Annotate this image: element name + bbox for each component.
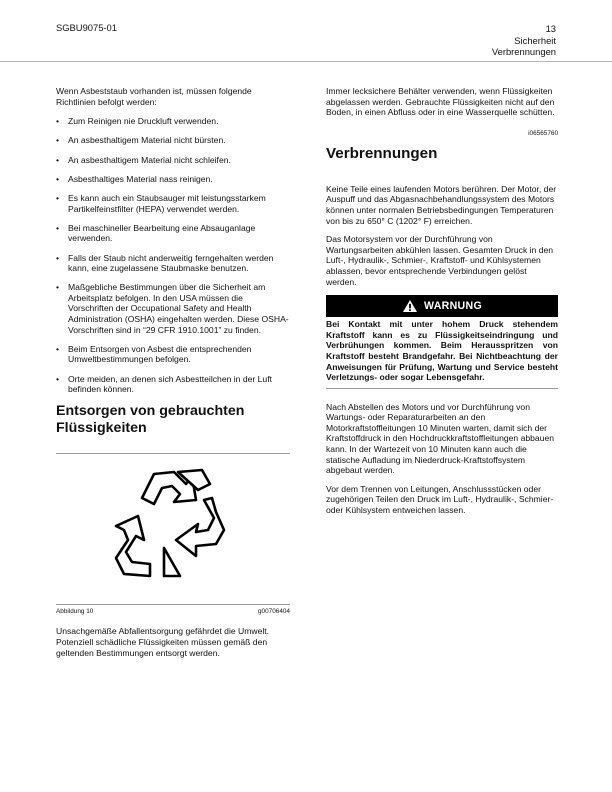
list-item: • Es kann auch ein Staubsauger mit leistungsstarkem Partikelfeinstfilter (HEPA) verwendet werden.: [56, 193, 290, 214]
section-name: Sicherheit: [514, 34, 556, 46]
warning-bottom-rule: [326, 388, 558, 389]
warning-label: WARNUNG: [423, 299, 482, 312]
document-id: SGBU9075-01: [56, 22, 117, 33]
left-column: [56, 86, 290, 666]
page-number: 13: [545, 23, 556, 34]
burns-paragraph-2: Das Motorsystem vor der Durchführung von Wartungsarbeiten abkühlen lassen. Gesamten Druck in den Luft-, Hydraulik-, Schmier-, Kraftstoff- und Kühlsystemen ablassen, bevor entsprechende Verbindungen gelöst werden.: [326, 234, 554, 287]
header-divider: [0, 61, 612, 62]
disposal-paragraph: Unsachgemäße Abfallentsorgung gefährdet die Umwelt. Potenziell schädliche Flüssigkeiten müssen gemäß den geltenden Bestimmungen entsorgt werden.: [56, 626, 270, 658]
figure-caption: Abbildung 10: [56, 608, 94, 616]
list-item: • Zum Reinigen nie Druckluft verwenden.: [56, 116, 290, 127]
burns-paragraph-3: Nach Abstellen des Motors und vor Durchführung von Wartungs- oder Reparaturarbeiten an den Motorkraftstoffleitungen 10 Minuten warten, damit sich der Kraftstoffdruck in den Hochdruckkraftstoffleitungen abbauen kann. In der Wartezeit von 10 Minuten kann auch die statische Aufladung im Niederdruck-Kraftstoffsystem abgebaut werden.: [326, 401, 555, 476]
list-item: • An asbesthaltigem Material nicht bürsten.: [56, 135, 290, 146]
list-item: • Bei maschineller Bearbeitung eine Absauganlage verwenden.: [56, 223, 290, 244]
burns-paragraph-1: Keine Teile eines laufenden Motors berühren. Der Motor, der Auspuff und das Abgasnachbehandlungssystem des Motors können unter normalen Betriebsbedingungen Temperaturen von bis zu 650° C (1202° F) erreichen.: [326, 183, 557, 226]
warning-triangle-icon: [402, 299, 418, 313]
burns-paragraph-4: Vor dem Trennen von Leitungen, Anschlussstücken oder zugehörigen Teilen den Druck im Luft-, Hydraulik-, Schmier- oder Kühlsystem entweichen lassen.: [326, 483, 554, 516]
recycle-icon: [56, 454, 290, 604]
leakproof-paragraph: Immer lecksichere Behälter verwenden, wenn Flüssigkeiten abgelassen werden. Gebrauchte Flüssigkeiten nicht auf den Boden, in einen Abfluss oder in eine Wasserquelle schütten.: [326, 86, 555, 118]
reference-id: i06565760: [528, 129, 558, 137]
section-heading-fluids: Entsorgen von gebrauchten Flüssigkeiten: [56, 403, 245, 437]
list-item: • Maßgebliche Bestimmungen über die Sicherheit am Arbeitsplatz befolgen. In den USA müssen die Vorschriften der Occupational Safety and Health Administration (OSHA) eingehalten werden. Diese OSHA-Vorschriften sind in “29 CFR 1910.1001” zu finden.: [56, 282, 290, 335]
figure-caption-row: [56, 605, 290, 616]
section-heading-burns: Verbrennungen: [326, 144, 438, 162]
figure-id: g00706404: [258, 608, 290, 616]
asbestos-guidelines-list: [56, 116, 290, 395]
list-item: • Orte meiden, an denen sich Asbestteilchen in der Luft befinden können.: [56, 374, 290, 395]
asbestos-intro: Wenn Asbeststaub vorhanden ist, müssen folgende Richtlinien befolgt werden:: [56, 86, 252, 107]
warning-text: Bei Kontakt mit unter hohem Druck stehendem Kraftstoff kann es zu Flüssigkeitseindringung und Verbrühungen kommen. Beim Herausspritzen von Kraftstoff besteht Brandgefahr. Bei Nichtbeachtung der Anweisungen für Prüfung, Wartung und Service besteht Verletzungs- oder sogar Lebensgefahr.: [326, 319, 558, 383]
subsection-name: Verbrennungen: [491, 46, 556, 58]
figure-recycle: [56, 454, 290, 604]
list-item: • Beim Entsorgen von Asbest die entsprechenden Umweltbestimmungen befolgen.: [56, 344, 290, 365]
list-item: • Asbesthaltiges Material nass reinigen.: [56, 174, 290, 185]
list-item: • Falls der Staub nicht anderweitig ferngehalten werden kann, eine zugelassene Staubmaske benutzen.: [56, 253, 290, 274]
page-header-right: [492, 23, 556, 58]
right-column: [326, 86, 558, 524]
list-item: • An asbesthaltigem Material nicht schleifen.: [56, 155, 290, 166]
warning-banner: [326, 295, 558, 317]
